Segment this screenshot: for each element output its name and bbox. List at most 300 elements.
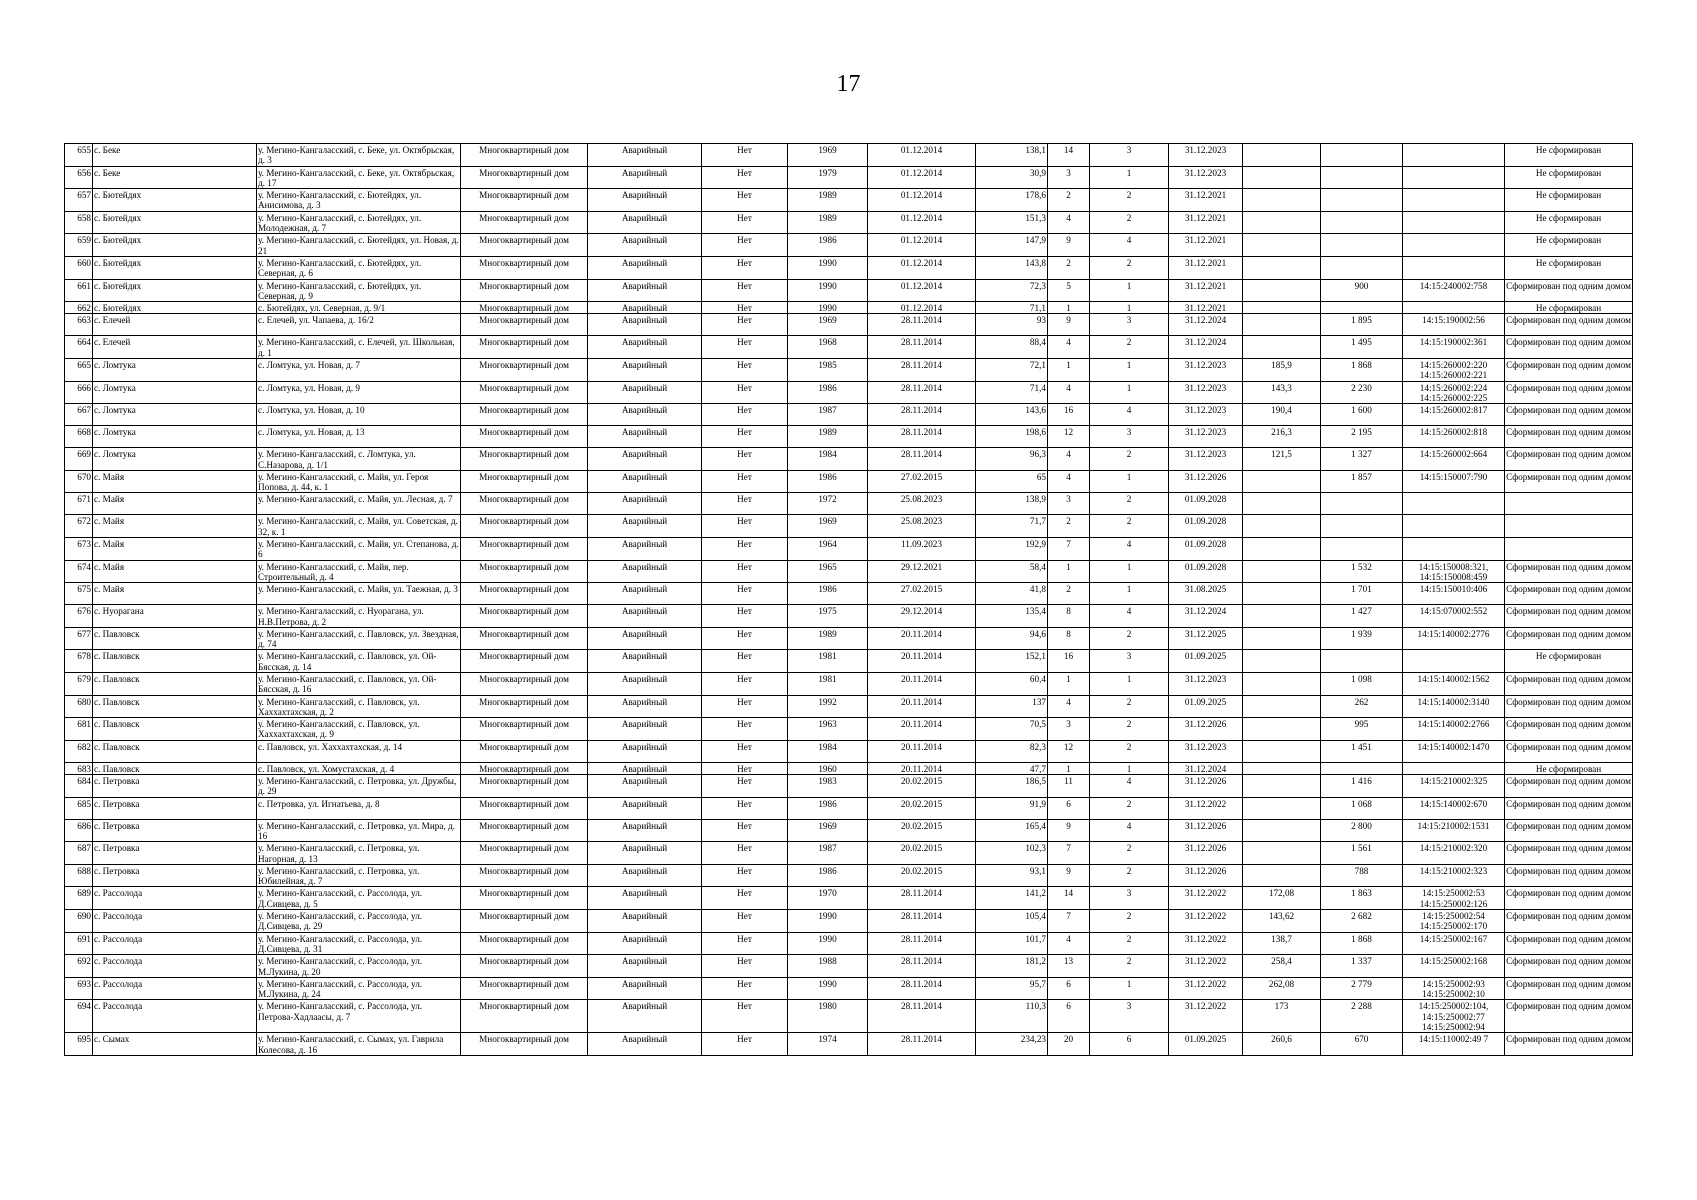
cell-recognition-date: 28.11.2014 bbox=[868, 404, 976, 426]
cell-building-type: Многоквартирный дом bbox=[461, 448, 588, 471]
cell-cadastral-value: 2 682 bbox=[1321, 910, 1403, 933]
cell-cultural-heritage: Нет bbox=[702, 864, 788, 887]
cell-building-type: Многоквартирный дом bbox=[461, 302, 588, 314]
table-row bbox=[65, 842, 1633, 865]
cell-apartments: 3 bbox=[1090, 887, 1169, 910]
cell-address: у. Мегино-Кангаласский, с. Петровка, ул. Нагорная, д. 13 bbox=[257, 842, 461, 865]
cell-cadastral-number: 14:15:250002:53 14:15:250002:126 bbox=[1403, 887, 1505, 910]
cell-cadastral-number: 14:15:070002:552 bbox=[1403, 605, 1505, 628]
cell-cadastral-number bbox=[1403, 302, 1505, 314]
cell-cadastral-number bbox=[1403, 650, 1505, 673]
cell-building-type: Многоквартирный дом bbox=[461, 797, 588, 819]
cell-recognition-date: 28.11.2014 bbox=[868, 1000, 976, 1033]
cell-residents: 2 bbox=[1048, 189, 1090, 212]
cell-build-year: 1990 bbox=[788, 279, 868, 302]
cell-cadastral-number bbox=[1403, 144, 1505, 167]
cell-cadastral-number: 14:15:210002:320 bbox=[1403, 842, 1505, 865]
cell-apartments: 3 bbox=[1090, 314, 1169, 336]
cell-apartments: 1 bbox=[1090, 359, 1169, 382]
cell-relocation-deadline: 01.09.2025 bbox=[1169, 650, 1243, 673]
cell-cadastral-number: 14:15:250002:54 14:15:250002:170 bbox=[1403, 910, 1505, 933]
cell-cadastral-value: 2 195 bbox=[1321, 426, 1403, 448]
cell-settlement: с. Петровка bbox=[93, 797, 257, 819]
cell-residents: 9 bbox=[1048, 314, 1090, 336]
cell-residents: 6 bbox=[1048, 797, 1090, 819]
cell-cultural-heritage: Нет bbox=[702, 189, 788, 212]
cell-area: 135,4 bbox=[976, 605, 1048, 628]
cell-recognition-date: 20.11.2014 bbox=[868, 650, 976, 673]
cell-area: 138,9 bbox=[976, 493, 1048, 515]
cell-relocation-deadline: 31.08.2025 bbox=[1169, 583, 1243, 605]
cell-residents: 4 bbox=[1048, 381, 1090, 404]
cell-area: 165,4 bbox=[976, 819, 1048, 842]
cell-land-status: Не сформирован bbox=[1505, 256, 1633, 279]
cell-building-type: Многоквартирный дом bbox=[461, 211, 588, 234]
cell-cadastral-value bbox=[1321, 493, 1403, 515]
cell-address: у. Мегино-Кангаласский, с. Майя, пер. Строительный, д. 4 bbox=[257, 560, 461, 583]
cell-relocation-deadline: 31.12.2021 bbox=[1169, 302, 1243, 314]
cell-relocation-deadline: 31.12.2023 bbox=[1169, 359, 1243, 382]
cell-building-type: Многоквартирный дом bbox=[461, 538, 588, 561]
table-row bbox=[65, 819, 1633, 842]
cell-condition: Аварийный bbox=[588, 910, 702, 933]
cell-land-area: 121,5 bbox=[1243, 448, 1321, 471]
cell-relocation-deadline: 31.12.2021 bbox=[1169, 234, 1243, 257]
cell-residents: 8 bbox=[1048, 605, 1090, 628]
cell-address: у. Мегино-Кангаласский, с. Майя, ул. Героя Попова, д. 44, к. 1 bbox=[257, 470, 461, 493]
cell-row-number: 670 bbox=[65, 470, 93, 493]
cell-land-area bbox=[1243, 234, 1321, 257]
cell-row-number: 685 bbox=[65, 797, 93, 819]
cell-building-type: Многоквартирный дом bbox=[461, 775, 588, 798]
cell-relocation-deadline: 31.12.2026 bbox=[1169, 470, 1243, 493]
cell-building-type: Многоквартирный дом bbox=[461, 977, 588, 1000]
cell-apartments: 2 bbox=[1090, 627, 1169, 650]
cell-building-type: Многоквартирный дом bbox=[461, 910, 588, 933]
cell-land-area bbox=[1243, 336, 1321, 359]
cell-recognition-date: 01.12.2014 bbox=[868, 256, 976, 279]
cell-row-number: 658 bbox=[65, 211, 93, 234]
cell-settlement: с. Нуорагана bbox=[93, 605, 257, 628]
cell-row-number: 691 bbox=[65, 932, 93, 955]
cell-recognition-date: 01.12.2014 bbox=[868, 302, 976, 314]
cell-condition: Аварийный bbox=[588, 234, 702, 257]
cell-recognition-date: 11.09.2023 bbox=[868, 538, 976, 561]
cell-land-status: Сформирован под одним домом bbox=[1505, 279, 1633, 302]
cell-relocation-deadline: 31.12.2023 bbox=[1169, 426, 1243, 448]
cell-condition: Аварийный bbox=[588, 211, 702, 234]
cell-land-status: Сформирован под одним домом bbox=[1505, 359, 1633, 382]
cell-relocation-deadline: 31.12.2024 bbox=[1169, 605, 1243, 628]
cell-building-type: Многоквартирный дом bbox=[461, 695, 588, 718]
cell-cadastral-value: 1 451 bbox=[1321, 740, 1403, 762]
cell-land-status: Сформирован под одним домом bbox=[1505, 910, 1633, 933]
cell-condition: Аварийный bbox=[588, 302, 702, 314]
cell-recognition-date: 20.02.2015 bbox=[868, 775, 976, 798]
cell-building-type: Многоквартирный дом bbox=[461, 718, 588, 741]
cell-apartments: 2 bbox=[1090, 864, 1169, 887]
cell-cultural-heritage: Нет bbox=[702, 234, 788, 257]
cell-row-number: 664 bbox=[65, 336, 93, 359]
cell-cadastral-number: 14:15:140002:3140 bbox=[1403, 695, 1505, 718]
cell-cultural-heritage: Нет bbox=[702, 842, 788, 865]
cell-building-type: Многоквартирный дом bbox=[461, 1033, 588, 1056]
cell-building-type: Многоквартирный дом bbox=[461, 560, 588, 583]
cell-apartments: 2 bbox=[1090, 932, 1169, 955]
cell-recognition-date: 29.12.2014 bbox=[868, 605, 976, 628]
cell-land-area bbox=[1243, 842, 1321, 865]
cell-row-number: 679 bbox=[65, 672, 93, 695]
cell-row-number: 671 bbox=[65, 493, 93, 515]
cell-settlement: с. Рассолода bbox=[93, 887, 257, 910]
cell-condition: Аварийный bbox=[588, 762, 702, 774]
cell-area: 138,1 bbox=[976, 144, 1048, 167]
cell-land-area: 190,4 bbox=[1243, 404, 1321, 426]
cell-address: у. Мегино-Кангаласский, с. Майя, ул. Советская, д. 32, к. 1 bbox=[257, 515, 461, 538]
cell-address: у. Мегино-Кангаласский, с. Рассолода, ул. Петрова-Хадлаасы, д. 7 bbox=[257, 1000, 461, 1033]
cell-cadastral-number: 14:15:250002:168 bbox=[1403, 955, 1505, 978]
cell-cadastral-value: 2 779 bbox=[1321, 977, 1403, 1000]
cell-row-number: 672 bbox=[65, 515, 93, 538]
cell-condition: Аварийный bbox=[588, 538, 702, 561]
cell-cadastral-value bbox=[1321, 515, 1403, 538]
cell-area: 152,1 bbox=[976, 650, 1048, 673]
cell-condition: Аварийный bbox=[588, 493, 702, 515]
cell-apartments: 2 bbox=[1090, 695, 1169, 718]
cell-building-type: Многоквартирный дом bbox=[461, 336, 588, 359]
cell-apartments: 2 bbox=[1090, 211, 1169, 234]
cell-building-type: Многоквартирный дом bbox=[461, 932, 588, 955]
cell-address: у. Мегино-Кангаласский, с. Рассолода, ул. Д.Сивцева, д. 31 bbox=[257, 932, 461, 955]
cell-address: у. Мегино-Кангаласский, с. Петровка, ул. Юбилейная, д. 7 bbox=[257, 864, 461, 887]
cell-building-type: Многоквартирный дом bbox=[461, 819, 588, 842]
cell-cadastral-number bbox=[1403, 538, 1505, 561]
cell-build-year: 1969 bbox=[788, 314, 868, 336]
cell-address: с. Ломтука, ул. Новая, д. 7 bbox=[257, 359, 461, 382]
cell-cadastral-number: 14:15:260002:224 14:15:260002:225 bbox=[1403, 381, 1505, 404]
cell-cultural-heritage: Нет bbox=[702, 672, 788, 695]
cell-land-area: 172,08 bbox=[1243, 887, 1321, 910]
cell-build-year: 1960 bbox=[788, 762, 868, 774]
cell-cadastral-value: 1 416 bbox=[1321, 775, 1403, 798]
cell-build-year: 1981 bbox=[788, 650, 868, 673]
cell-address: с. Ломтука, ул. Новая, д. 10 bbox=[257, 404, 461, 426]
cell-cultural-heritage: Нет bbox=[702, 538, 788, 561]
cell-build-year: 1980 bbox=[788, 1000, 868, 1033]
cell-condition: Аварийный bbox=[588, 426, 702, 448]
table-row bbox=[65, 189, 1633, 212]
cell-cultural-heritage: Нет bbox=[702, 775, 788, 798]
cell-residents: 1 bbox=[1048, 560, 1090, 583]
cell-relocation-deadline: 31.12.2023 bbox=[1169, 144, 1243, 167]
cell-cultural-heritage: Нет bbox=[702, 605, 788, 628]
cell-settlement: с. Елечей bbox=[93, 336, 257, 359]
cell-residents: 1 bbox=[1048, 762, 1090, 774]
cell-cadastral-value bbox=[1321, 538, 1403, 561]
cell-relocation-deadline: 31.12.2021 bbox=[1169, 189, 1243, 212]
cell-land-status: Сформирован под одним домом bbox=[1505, 336, 1633, 359]
table-row bbox=[65, 740, 1633, 762]
cell-cadastral-value: 1 427 bbox=[1321, 605, 1403, 628]
cell-residents: 7 bbox=[1048, 842, 1090, 865]
cell-row-number: 693 bbox=[65, 977, 93, 1000]
cell-build-year: 1986 bbox=[788, 864, 868, 887]
cell-recognition-date: 25.08.2023 bbox=[868, 493, 976, 515]
cell-recognition-date: 01.12.2014 bbox=[868, 189, 976, 212]
cell-apartments: 3 bbox=[1090, 144, 1169, 167]
table-row bbox=[65, 775, 1633, 798]
cell-settlement: с. Рассолода bbox=[93, 955, 257, 978]
cell-cadastral-value: 1 495 bbox=[1321, 336, 1403, 359]
cell-address: у. Мегино-Кангаласский, с. Рассолода, ул. Д.Сивцева, д. 5 bbox=[257, 887, 461, 910]
cell-residents: 2 bbox=[1048, 583, 1090, 605]
cell-cadastral-number: 14:15:250002:167 bbox=[1403, 932, 1505, 955]
cell-area: 105,4 bbox=[976, 910, 1048, 933]
cell-build-year: 1990 bbox=[788, 910, 868, 933]
cell-relocation-deadline: 31.12.2026 bbox=[1169, 819, 1243, 842]
cell-build-year: 1965 bbox=[788, 560, 868, 583]
cell-recognition-date: 28.11.2014 bbox=[868, 359, 976, 382]
cell-cadastral-value: 995 bbox=[1321, 718, 1403, 741]
cell-address: у. Мегино-Кангаласский, с. Беке, ул. Октябрьская, д. 3 bbox=[257, 144, 461, 167]
cell-row-number: 682 bbox=[65, 740, 93, 762]
cell-apartments: 4 bbox=[1090, 605, 1169, 628]
cell-apartments: 4 bbox=[1090, 234, 1169, 257]
cell-land-area: 216,3 bbox=[1243, 426, 1321, 448]
cell-recognition-date: 20.11.2014 bbox=[868, 627, 976, 650]
cell-address: у. Мегино-Кангаласский, с. Рассолода, ул. М.Лукина, д. 24 bbox=[257, 977, 461, 1000]
cell-residents: 3 bbox=[1048, 718, 1090, 741]
cell-area: 96,3 bbox=[976, 448, 1048, 471]
cell-condition: Аварийный bbox=[588, 605, 702, 628]
cell-apartments: 2 bbox=[1090, 740, 1169, 762]
cell-land-status bbox=[1505, 493, 1633, 515]
cell-residents: 4 bbox=[1048, 932, 1090, 955]
cell-settlement: с. Ломтука bbox=[93, 448, 257, 471]
cell-address: у. Мегино-Кангаласский, с. Павловск, ул. Ой-Бясская, д. 16 bbox=[257, 672, 461, 695]
cell-residents: 6 bbox=[1048, 1000, 1090, 1033]
cell-address: у. Мегино-Кангаласский, с. Нуорагана, ул. Н.В.Петрова, д. 2 bbox=[257, 605, 461, 628]
cell-settlement: с. Рассолода bbox=[93, 977, 257, 1000]
cell-cultural-heritage: Нет bbox=[702, 515, 788, 538]
cell-land-status: Не сформирован bbox=[1505, 144, 1633, 167]
cell-cadastral-value: 1 600 bbox=[1321, 404, 1403, 426]
table-row bbox=[65, 627, 1633, 650]
cell-condition: Аварийный bbox=[588, 955, 702, 978]
cell-condition: Аварийный bbox=[588, 842, 702, 865]
cell-cadastral-value: 1 532 bbox=[1321, 560, 1403, 583]
cell-cultural-heritage: Нет bbox=[702, 910, 788, 933]
cell-area: 71,1 bbox=[976, 302, 1048, 314]
cell-land-status: Не сформирован bbox=[1505, 302, 1633, 314]
cell-land-area: 138,7 bbox=[1243, 932, 1321, 955]
cell-address: у. Мегино-Кангаласский, с. Бютейдях, ул. Северная, д. 9 bbox=[257, 279, 461, 302]
cell-cultural-heritage: Нет bbox=[702, 359, 788, 382]
table-row bbox=[65, 314, 1633, 336]
cell-area: 30,9 bbox=[976, 166, 1048, 189]
cell-land-status: Сформирован под одним домом bbox=[1505, 955, 1633, 978]
cell-condition: Аварийный bbox=[588, 381, 702, 404]
cell-land-area bbox=[1243, 819, 1321, 842]
cell-land-status: Сформирован под одним домом bbox=[1505, 819, 1633, 842]
cell-cultural-heritage: Нет bbox=[702, 819, 788, 842]
cell-land-area bbox=[1243, 650, 1321, 673]
cell-recognition-date: 28.11.2014 bbox=[868, 887, 976, 910]
cell-row-number: 680 bbox=[65, 695, 93, 718]
cell-land-area bbox=[1243, 538, 1321, 561]
cell-relocation-deadline: 01.09.2028 bbox=[1169, 560, 1243, 583]
cell-settlement: с. Беке bbox=[93, 166, 257, 189]
cell-area: 71,7 bbox=[976, 515, 1048, 538]
cell-settlement: с. Петровка bbox=[93, 864, 257, 887]
cell-apartments: 2 bbox=[1090, 336, 1169, 359]
cell-build-year: 1988 bbox=[788, 955, 868, 978]
cell-row-number: 673 bbox=[65, 538, 93, 561]
cell-settlement: с. Ломтука bbox=[93, 426, 257, 448]
table-row bbox=[65, 955, 1633, 978]
cell-address: у. Мегино-Кангаласский, с. Петровка, ул. Мира, д. 16 bbox=[257, 819, 461, 842]
cell-cultural-heritage: Нет bbox=[702, 404, 788, 426]
cell-condition: Аварийный bbox=[588, 166, 702, 189]
cell-settlement: с. Павловск bbox=[93, 762, 257, 774]
cell-building-type: Многоквартирный дом bbox=[461, 314, 588, 336]
cell-residents: 2 bbox=[1048, 515, 1090, 538]
cell-row-number: 678 bbox=[65, 650, 93, 673]
cell-residents: 1 bbox=[1048, 302, 1090, 314]
cell-cadastral-value: 900 bbox=[1321, 279, 1403, 302]
cell-land-area bbox=[1243, 627, 1321, 650]
table-row bbox=[65, 302, 1633, 314]
cell-area: 95,7 bbox=[976, 977, 1048, 1000]
cell-cadastral-number: 14:15:150007:790 bbox=[1403, 470, 1505, 493]
cell-cadastral-number: 14:15:210002:1531 bbox=[1403, 819, 1505, 842]
cell-relocation-deadline: 31.12.2026 bbox=[1169, 842, 1243, 865]
table-row bbox=[65, 381, 1633, 404]
cell-land-status: Сформирован под одним домом bbox=[1505, 1033, 1633, 1056]
cell-row-number: 666 bbox=[65, 381, 93, 404]
cell-condition: Аварийный bbox=[588, 775, 702, 798]
cell-land-status: Сформирован под одним домом bbox=[1505, 887, 1633, 910]
table-row bbox=[65, 166, 1633, 189]
cell-cultural-heritage: Нет bbox=[702, 932, 788, 955]
cell-row-number: 661 bbox=[65, 279, 93, 302]
cell-apartments: 1 bbox=[1090, 381, 1169, 404]
cell-land-area bbox=[1243, 470, 1321, 493]
cell-cadastral-number: 14:15:140002:1470 bbox=[1403, 740, 1505, 762]
cell-row-number: 662 bbox=[65, 302, 93, 314]
table-row bbox=[65, 762, 1633, 774]
cell-land-area: 258,4 bbox=[1243, 955, 1321, 978]
cell-apartments: 2 bbox=[1090, 910, 1169, 933]
cell-relocation-deadline: 31.12.2021 bbox=[1169, 256, 1243, 279]
cell-settlement: с. Бютейдях bbox=[93, 234, 257, 257]
cell-residents: 4 bbox=[1048, 470, 1090, 493]
cell-cultural-heritage: Нет bbox=[702, 426, 788, 448]
cell-apartments: 1 bbox=[1090, 279, 1169, 302]
cell-relocation-deadline: 31.12.2022 bbox=[1169, 797, 1243, 819]
cell-cultural-heritage: Нет bbox=[702, 797, 788, 819]
cell-cadastral-value bbox=[1321, 211, 1403, 234]
cell-address: у. Мегино-Кангаласский, с. Майя, ул. Таежная, д. 3 bbox=[257, 583, 461, 605]
cell-relocation-deadline: 01.09.2028 bbox=[1169, 538, 1243, 561]
cell-recognition-date: 01.12.2014 bbox=[868, 166, 976, 189]
cell-land-area bbox=[1243, 515, 1321, 538]
cell-build-year: 1990 bbox=[788, 932, 868, 955]
cell-relocation-deadline: 31.12.2023 bbox=[1169, 381, 1243, 404]
cell-relocation-deadline: 31.12.2024 bbox=[1169, 762, 1243, 774]
cell-building-type: Многоквартирный дом bbox=[461, 1000, 588, 1033]
cell-row-number: 690 bbox=[65, 910, 93, 933]
cell-address: у. Мегино-Кангаласский, с. Ломтука, ул. С.Назарова, д. 1/1 bbox=[257, 448, 461, 471]
cell-cultural-heritage: Нет bbox=[702, 314, 788, 336]
cell-residents: 1 bbox=[1048, 672, 1090, 695]
cell-building-type: Многоквартирный дом bbox=[461, 279, 588, 302]
cell-land-area bbox=[1243, 314, 1321, 336]
cell-area: 234,23 bbox=[976, 1033, 1048, 1056]
table-row bbox=[65, 279, 1633, 302]
cell-relocation-deadline: 31.12.2022 bbox=[1169, 955, 1243, 978]
table-row bbox=[65, 359, 1633, 382]
cell-area: 41,8 bbox=[976, 583, 1048, 605]
cell-land-area: 173 bbox=[1243, 1000, 1321, 1033]
cell-settlement: с. Сымах bbox=[93, 1033, 257, 1056]
cell-address: у. Мегино-Кангаласский, с. Рассолода, ул. Д.Сивцева, д. 29 bbox=[257, 910, 461, 933]
cell-cultural-heritage: Нет bbox=[702, 583, 788, 605]
housing-registry-table bbox=[64, 143, 1633, 1056]
cell-settlement: с. Павловск bbox=[93, 695, 257, 718]
cell-area: 88,4 bbox=[976, 336, 1048, 359]
cell-relocation-deadline: 31.12.2023 bbox=[1169, 166, 1243, 189]
cell-recognition-date: 01.12.2014 bbox=[868, 144, 976, 167]
cell-building-type: Многоквартирный дом bbox=[461, 381, 588, 404]
cell-address: с. Ломтука, ул. Новая, д. 9 bbox=[257, 381, 461, 404]
cell-area: 178,6 bbox=[976, 189, 1048, 212]
cell-area: 141,2 bbox=[976, 887, 1048, 910]
cell-area: 72,3 bbox=[976, 279, 1048, 302]
cell-residents: 5 bbox=[1048, 279, 1090, 302]
cell-cadastral-value: 1 068 bbox=[1321, 797, 1403, 819]
cell-building-type: Многоквартирный дом bbox=[461, 234, 588, 257]
cell-cadastral-value bbox=[1321, 762, 1403, 774]
cell-land-area bbox=[1243, 211, 1321, 234]
cell-residents: 9 bbox=[1048, 234, 1090, 257]
cell-land-area bbox=[1243, 775, 1321, 798]
cell-build-year: 1989 bbox=[788, 426, 868, 448]
cell-settlement: с. Рассолода bbox=[93, 1000, 257, 1033]
cell-condition: Аварийный bbox=[588, 359, 702, 382]
cell-address: с. Петровка, ул. Игнатьева, д. 8 bbox=[257, 797, 461, 819]
cell-land-area: 260,6 bbox=[1243, 1033, 1321, 1056]
cell-build-year: 1972 bbox=[788, 493, 868, 515]
cell-cadastral-value: 1 939 bbox=[1321, 627, 1403, 650]
cell-row-number: 659 bbox=[65, 234, 93, 257]
cell-build-year: 1989 bbox=[788, 189, 868, 212]
cell-area: 147,9 bbox=[976, 234, 1048, 257]
cell-build-year: 1987 bbox=[788, 404, 868, 426]
cell-land-status: Сформирован под одним домом bbox=[1505, 314, 1633, 336]
cell-cultural-heritage: Нет bbox=[702, 144, 788, 167]
cell-residents: 16 bbox=[1048, 650, 1090, 673]
cell-cultural-heritage: Нет bbox=[702, 493, 788, 515]
cell-cultural-heritage: Нет bbox=[702, 977, 788, 1000]
cell-recognition-date: 28.11.2014 bbox=[868, 1033, 976, 1056]
cell-land-status: Сформирован под одним домом bbox=[1505, 864, 1633, 887]
cell-area: 151,3 bbox=[976, 211, 1048, 234]
cell-row-number: 656 bbox=[65, 166, 93, 189]
cell-land-area bbox=[1243, 762, 1321, 774]
cell-settlement: с. Петровка bbox=[93, 775, 257, 798]
cell-building-type: Многоквартирный дом bbox=[461, 740, 588, 762]
